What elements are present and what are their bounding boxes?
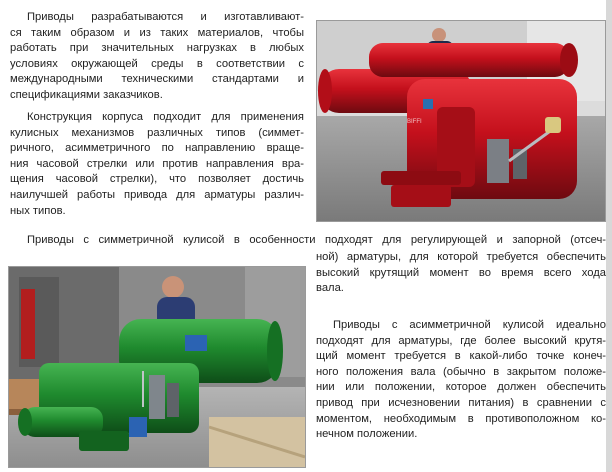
paragraph-symmetric-yoke-continued: [316, 250, 606, 297]
text-line: ния часовой стрелки или против направления вра-: [10, 157, 304, 170]
text-line: ричного, асимметричного по направлению враще-: [10, 142, 304, 155]
text-line: условиях окружающей среды в соответствии с: [10, 57, 304, 70]
text-line: высокий крутящий момент во время всего хода: [316, 266, 606, 279]
text-line: Приводы с асимметричной кулисой идеально: [333, 319, 606, 331]
text-line: вала.: [316, 282, 344, 295]
text-line: международными техническими стандартами и: [10, 73, 304, 86]
text-line: Конструкция корпуса подходит для применения: [27, 111, 304, 123]
text-line: ся таким образом и из таких материалов, чтобы: [10, 26, 304, 39]
text-line: нечном положении.: [316, 428, 418, 441]
text-line: нии или положении, которое должен обеспечить: [316, 381, 606, 394]
text-line: щения часовой стрелки), что позволяет достичь: [10, 173, 304, 186]
photo-red-actuator: [316, 20, 606, 222]
text-line: моментом, необходимым в противоположном ко-: [316, 412, 606, 425]
svg-text:BIFFI: BIFFI: [407, 119, 422, 125]
text-line: подходят для арматуры, где более высокий крутя-: [316, 334, 606, 347]
text-line: работать при значительных нагрузках в любых: [10, 42, 304, 55]
text-line: привод при исчезновении питания) в сравнении с: [316, 396, 606, 409]
text-line: Приводы разрабатываются и изготавливают-: [27, 11, 304, 23]
paragraph-asymmetric-yoke: [316, 318, 606, 443]
paragraph-materials: [10, 10, 304, 104]
text-line: спецификациями заказчиков.: [10, 88, 163, 101]
text-line: кулисных механизмов различных типов (симмет-: [10, 126, 304, 139]
paragraph-symmetric-yoke: [10, 233, 606, 249]
text-line: ных типов.: [10, 204, 66, 217]
photo-green-actuator: [8, 266, 306, 468]
text-line: наилучшей работы привода для арматуры различ-: [10, 188, 304, 201]
text-line: ной) арматуры, для которой требуется обеспечить: [316, 251, 606, 263]
text-line: щий момент требуется в какой-либо точке конеч-: [316, 350, 606, 363]
paragraph-housing-design: [10, 110, 304, 219]
text-line: ного положения вала (обычно в закрытом положе-: [316, 365, 606, 378]
text-line: Приводы с симметричной кулисой в особенности подходят для регулирующей и запорной (отсеч-: [27, 234, 606, 246]
page-edge-strip: [606, 0, 612, 472]
